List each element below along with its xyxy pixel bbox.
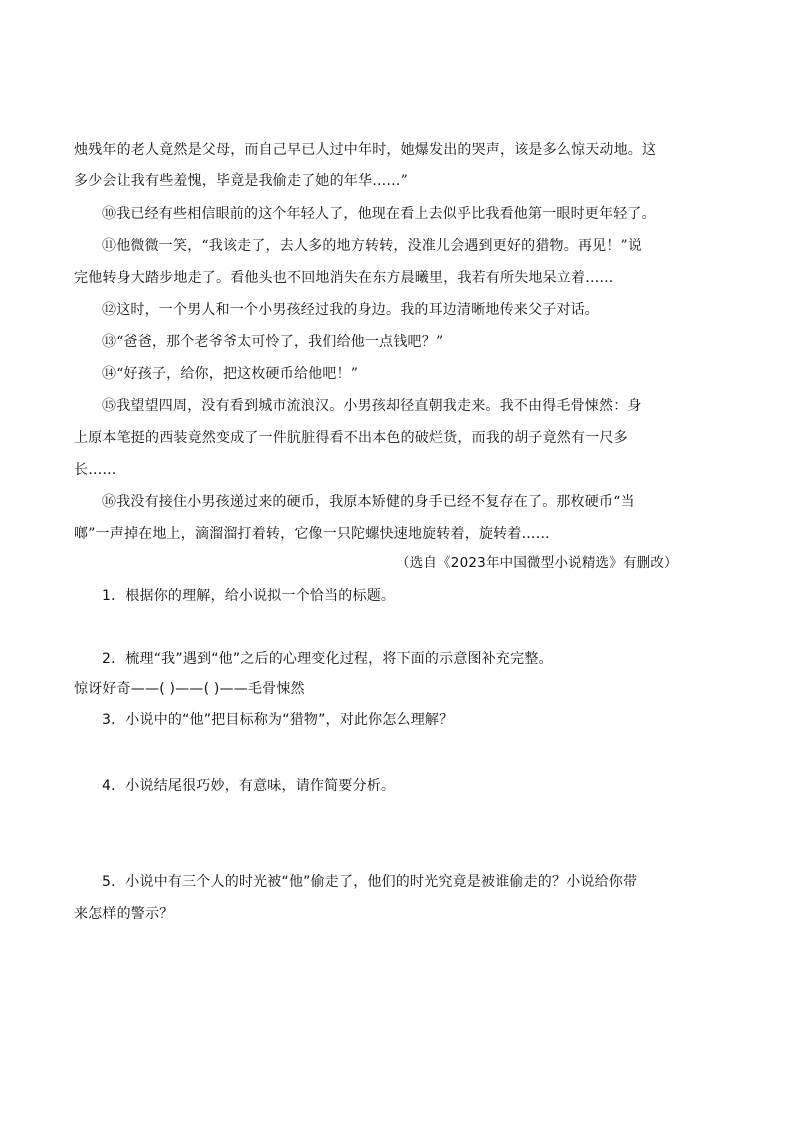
story-paragraph-14: ⑭“好孩子，给你，把这枚硬币给他吧！” <box>102 366 359 382</box>
story-paragraph-15: ⑮我望望四周，没有看到城市流浪汉。小男孩却径直朝我走来。我不由得毛骨悚然：身 <box>102 398 642 414</box>
story-paragraph-11: ⑪他微微一笑，“我该走了，去人多的地方转转，没准儿会遇到更好的猎物。再见！”说 <box>102 238 643 254</box>
story-paragraph-10: ⑩我已经有些相信眼前的这个年轻人了，他现在看上去似乎比我看他第一眼时更年轻了。 <box>102 206 656 222</box>
question-2-diagram: 惊讶好奇——( )——( )——毛骨悚然 <box>74 681 305 697</box>
story-line: 上原本笔挺的西装竟然变成了一件肮脏得看不出本色的破烂货，而我的胡子竟然有一尺多 <box>74 430 628 446</box>
story-paragraph-12: ⑫这时，一个男人和一个小男孩经过我的身边。我的耳边清晰地传来父子对话。 <box>102 302 599 318</box>
story-line: 长…… <box>74 462 117 478</box>
question-4: 4．小说结尾很巧妙，有意味，请作简要分析。 <box>102 778 396 794</box>
story-line: 完他转身大踏步地走了。看他头也不回地消失在东方晨曦里，我若有所失地呆立着…… <box>74 270 614 286</box>
story-line: 烛残年的老人竟然是父母，而自己早已人过中年时，她爆发出的哭声，该是多么惊天动地。这 <box>74 142 657 158</box>
question-2: 2．梳理“我”遇到“他”之后的心理变化过程，将下面的示意图补充完整。 <box>102 651 553 667</box>
source-citation: （选自《2023年中国微型小说精选》有删改） <box>396 555 678 571</box>
question-3: 3．小说中的“他”把目标称为“猎物”，对此你怎么理解？ <box>102 712 454 728</box>
story-line: 多少会让我有些羞愧，毕竟是我偷走了她的年华……” <box>74 173 408 189</box>
question-5-continued: 来怎样的警示？ <box>74 906 174 922</box>
story-paragraph-13: ⑬“爸爸，那个老爷爷太可怜了，我们给他一点钱吧？” <box>102 334 444 350</box>
question-1: 1．根据你的理解，给小说拟一个恰当的标题。 <box>102 588 396 604</box>
story-paragraph-16: ⑯我没有接住小男孩递过来的硬币，我原本矫健的身手已经不复存在了。那枚硬币“当 <box>102 494 635 510</box>
question-5: 5．小说中有三个人的时光被“他”偷走了，他们的时光究竟是被谁偷走的？小说给你带 <box>102 874 638 890</box>
story-line: 啷”一声掉在地上，滴溜溜打着转，它像一只陀螺快速地旋转着，旋转着…… <box>74 526 550 542</box>
